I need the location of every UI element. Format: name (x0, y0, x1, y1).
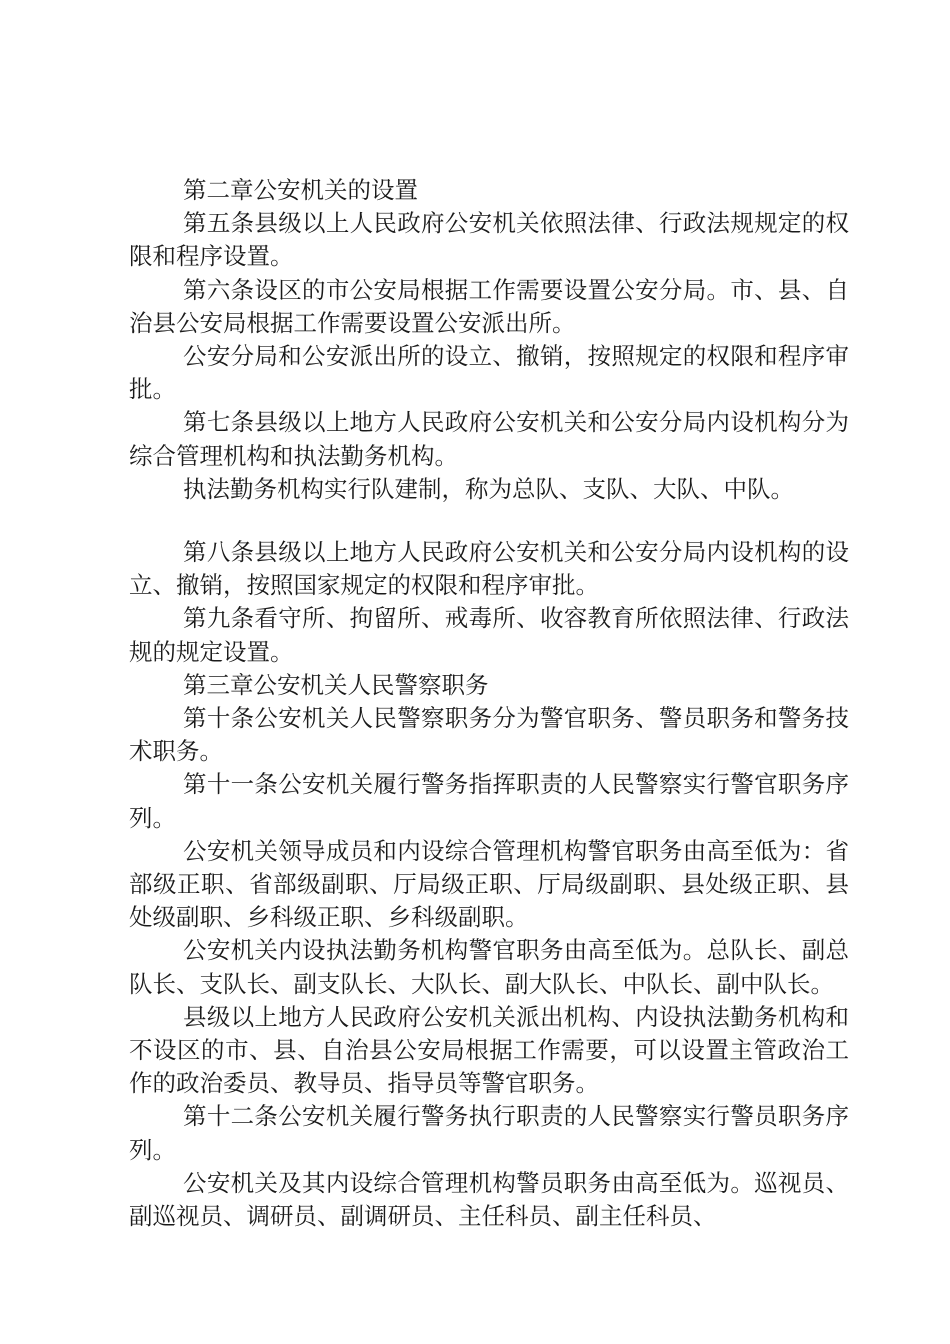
article-paragraph: 第五条县级以上人民政府公安机关依照法律、行政法规规定的权限和程序设置。 (129, 209, 849, 271)
article-paragraph: 公安分局和公安派出所的设立、撤销，按照规定的权限和程序审批。 (129, 342, 849, 404)
article-paragraph: 第六条设区的市公安局根据工作需要设置公安分局。市、县、自治县公安局根据工作需要设置公安派出所。 (129, 275, 849, 337)
article-paragraph: 第九条看守所、拘留所、戒毒所、收容教育所依照法律、行政法规的规定设置。 (129, 604, 849, 666)
chapter-heading: 第二章公安机关的设置 (183, 176, 419, 204)
article-paragraph: 公安机关领导成员和内设综合管理机构警官职务由高至低为：省部级正职、省部级副职、厅局级正职、厅局级副职、县处级正职、县处级副职、乡科级正职、乡科级副职。 (129, 836, 849, 932)
article-paragraph: 县级以上地方人民政府公安机关派出机构、内设执法勤务机构和不设区的市、县、自治县公安局根据工作需要，可以设置主管政治工作的政治委员、教导员、指导员等警官职务。 (129, 1002, 849, 1098)
article-paragraph: 第十条公安机关人民警察职务分为警官职务、警员职务和警务技术职务。 (129, 704, 849, 766)
article-paragraph: 公安机关及其内设综合管理机构警员职务由高至低为。巡视员、副巡视员、调研员、副调研员、主任科员、副主任科员、 (129, 1168, 849, 1231)
article-paragraph: 第十二条公安机关履行警务执行职责的人民警察实行警员职务序列。 (129, 1102, 849, 1164)
chapter-heading: 第三章公安机关人民警察职务 (183, 670, 489, 699)
article-paragraph: 公安机关内设执法勤务机构警官职务由高至低为。总队长、副总队长、支队长、副支队长、大队长、副大队长、中队长、副中队长。 (129, 936, 849, 998)
article-paragraph: 第十一条公安机关履行警务指挥职责的人民警察实行警官职务序列。 (129, 770, 849, 832)
article-paragraph: 第七条县级以上地方人民政府公安机关和公安分局内设机构分为综合管理机构和执法勤务机构。 (129, 408, 849, 470)
document-body (129, 174, 849, 1233)
article-paragraph: 第八条县级以上地方人民政府公安机关和公安分局内设机构的设立、撤销，按照国家规定的权限和程序审批。 (129, 538, 849, 600)
article-paragraph: 执法勤务机构实行队建制，称为总队、支队、大队、中队。 (183, 474, 795, 503)
